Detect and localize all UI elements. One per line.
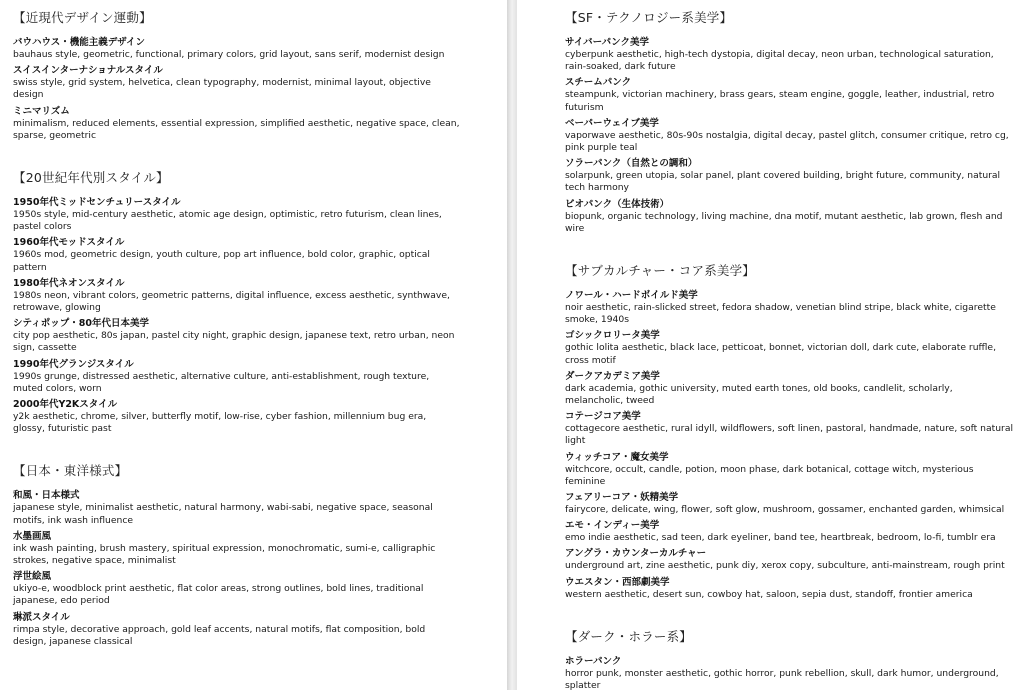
style-entry-name: ソラーパンク（自然との調和）	[565, 158, 698, 170]
section	[13, 463, 507, 648]
style-entry	[565, 117, 1024, 154]
style-entry-keywords: dark academia, gothic university, muted earth tones, old books, candlelit, scholarly, melancholic, tweed	[565, 382, 953, 407]
style-entry-keywords: 1960s mod, geometric design, youth culture, pop art influence, bold color, graphic, optical pattern	[13, 249, 430, 273]
style-entry-name: 浮世絵風	[13, 571, 52, 583]
style-entry-name: ホラーパンク	[565, 655, 622, 667]
style-entry-name: ウィッチコア・魔女美学	[565, 451, 669, 463]
section-title: 【サブカルチャー・コア系美学】	[565, 263, 756, 279]
page-gutter	[507, 0, 517, 690]
style-entry-name: 1950年代ミッドセンチュリースタイル	[13, 197, 181, 209]
style-entry-keywords: western aesthetic, desert sun, cowboy hat, saloon, sepia dust, standoff, frontier america	[565, 588, 973, 600]
style-entry	[13, 611, 507, 648]
style-entry	[13, 236, 507, 273]
style-entry-keywords: rimpa style, decorative approach, gold leaf accents, natural motifs, flat composition, bold design, japanese classical	[13, 623, 426, 647]
style-entry-name: 2000年代Y2Kスタイル	[13, 399, 118, 411]
style-entry-name: サイバーパンク美学	[565, 37, 649, 48]
style-entry-name: ベーパーウェイブ美学	[565, 117, 659, 129]
section-title: 【SF・テクノロジー系美学】	[565, 10, 733, 25]
style-entry-keywords: horror punk, monster aesthetic, gothic horror, punk rebellion, skull, dark humor, underground, splatter	[565, 667, 999, 690]
style-entry	[13, 64, 507, 101]
style-entry	[565, 519, 1024, 544]
style-entry-name: 琳派スタイル	[13, 611, 70, 623]
style-entry-keywords: 1990s grunge, distressed aesthetic, alternative culture, anti-establishment, rough texture, muted colors, worn	[13, 370, 430, 394]
section	[565, 263, 1024, 601]
style-entry-name: シティポップ・80年代日本美学	[13, 318, 149, 330]
style-entry	[565, 76, 1024, 113]
style-entry-keywords: cyberpunk aesthetic, high-tech dystopia, digital decay, neon urban, technological saturation, rain-soaked, dark future	[565, 49, 994, 73]
style-entry	[565, 576, 1024, 601]
style-entry-keywords: emo indie aesthetic, sad teen, dark eyeliner, band tee, heartbreak, bedroom, lo-fi, tumblr era	[565, 532, 996, 544]
style-entry	[565, 410, 1024, 447]
section	[565, 10, 1024, 235]
style-entry-name: 1980年代ネオンスタイル	[13, 277, 125, 289]
style-entry-keywords: minimalism, reduced elements, essential expression, simplified aesthetic, negative space, clean, sparse, geometric	[13, 117, 460, 141]
style-entry-name: スチームパンク	[565, 77, 632, 89]
style-entry-keywords: cottagecore aesthetic, rural idyll, wildflowers, soft linen, pastoral, handmade, nature, soft natural light	[565, 423, 1014, 447]
style-entry-keywords: underground art, zine aesthetic, punk diy, xerox copy, subculture, anti-mainstream, rough print	[565, 560, 1005, 572]
style-entry-keywords: biopunk, organic technology, living machine, dna motif, mutant aesthetic, lab grown, flesh and wire	[565, 210, 1003, 234]
section-title: 【ダーク・ホラー系】	[565, 628, 693, 644]
style-entry	[565, 451, 1024, 488]
style-entry-keywords: japanese style, minimalist aesthetic, natural harmony, wabi-sabi, negative space, seasonal motifs, ink wash influence	[13, 502, 433, 526]
style-entry-keywords: noir aesthetic, rain-slicked street, fedora shadow, venetian blind stripe, black white, cigarette smoke, 1940s	[565, 302, 996, 326]
style-entry	[13, 489, 507, 526]
style-entry-keywords: ukiyo-e, woodblock print aesthetic, flat color areas, strong outlines, bold lines, traditional japanese, edo period	[13, 583, 424, 607]
section	[565, 629, 1024, 690]
style-entry-name: フェアリーコア・妖精美学	[565, 492, 679, 504]
section	[13, 10, 507, 142]
style-entry-name: コテージコア美学	[565, 411, 641, 423]
style-entry-keywords: steampunk, victorian machinery, brass gears, steam engine, goggle, leather, industrial, retro futurism	[565, 89, 995, 113]
style-entry-name: バウハウス・機能主義デザイン	[13, 37, 146, 48]
style-entry-keywords: ink wash painting, brush mastery, spiritual expression, monochromatic, sumi-e, calligraphic strokes, negative space, minimalist	[13, 542, 436, 567]
style-entry-name: ミニマリズム	[13, 105, 70, 117]
style-entry	[565, 198, 1024, 235]
document-page-right	[517, 0, 1024, 690]
style-entry-name: ダークアカデミア美学	[565, 370, 660, 382]
style-entry-keywords: witchcore, occult, candle, potion, moon phase, dark botanical, cottage witch, mysterious feminine	[565, 463, 974, 487]
style-entry-name: 1990年代グランジスタイル	[13, 358, 134, 370]
style-entry-keywords: swiss style, grid system, helvetica, clean typography, modernist, minimal layout, objective design	[13, 77, 431, 101]
style-entry-keywords: y2k aesthetic, chrome, silver, butterfly motif, low-rise, cyber fashion, millennium bug era, glossy, futuristic past	[13, 411, 427, 435]
style-entry	[565, 370, 1024, 407]
style-entry-name: 1960年代モッドスタイル	[13, 237, 125, 249]
style-entry	[565, 491, 1024, 516]
style-entry	[13, 358, 507, 395]
section	[13, 170, 507, 435]
style-entry-name: 和風・日本様式	[13, 490, 80, 502]
style-entry-name: ノワール・ハードボイルド美学	[565, 290, 698, 302]
document-page-left	[0, 0, 507, 690]
style-entry	[13, 36, 507, 61]
style-entry-name: ウエスタン・西部劇美学	[565, 576, 670, 588]
style-entry	[13, 398, 507, 435]
style-entry-keywords: fairycore, delicate, wing, flower, soft glow, mushroom, gossamer, enchanted garden, whimsical	[565, 504, 1005, 516]
section-title: 【日本・東洋様式】	[13, 463, 128, 479]
style-entry-keywords: vaporwave aesthetic, 80s-90s nostalgia, digital decay, pastel glitch, consumer critique, retro cg, pink purple teal	[565, 129, 1009, 154]
style-entry-name: 水墨画風	[13, 530, 52, 542]
style-entry	[565, 157, 1024, 194]
style-entry-keywords: 1950s style, mid-century aesthetic, atomic age design, optimistic, retro futurism, clean lines, pastel colors	[13, 209, 442, 233]
style-entry	[565, 36, 1024, 73]
style-entry	[565, 329, 1024, 366]
style-entry	[565, 655, 1024, 690]
style-entry-keywords: bauhaus style, geometric, functional, primary colors, grid layout, sans serif, modernist design	[13, 49, 445, 60]
style-entry	[13, 317, 507, 354]
style-entry-name: ゴシックロリータ美学	[565, 330, 660, 342]
style-entry	[565, 547, 1024, 572]
style-entry	[13, 277, 507, 314]
style-entry-name: スイスインターナショナルスタイル	[13, 65, 163, 77]
style-entry	[13, 530, 507, 567]
style-entry-keywords: city pop aesthetic, 80s japan, pastel city night, graphic design, japanese text, retro urban, neon sign, cassette	[13, 330, 455, 354]
style-entry	[13, 570, 507, 607]
style-entry	[13, 196, 507, 233]
style-entry-keywords: solarpunk, green utopia, solar panel, plant covered building, bright future, community, natural tech harmony	[565, 170, 1001, 194]
style-entry-name: アングラ・カウンターカルチャー	[565, 548, 707, 560]
style-entry	[565, 289, 1024, 326]
style-entry-name: ビオパンク（生体技術）	[565, 198, 670, 210]
section-title: 【20世紀年代別スタイル】	[13, 170, 169, 186]
style-entry-keywords: 1980s neon, vibrant colors, geometric patterns, digital influence, excess aesthetic, synthwave, retrowave, glowing	[13, 289, 450, 314]
style-entry	[13, 105, 507, 142]
section-title: 【近現代デザイン運動】	[13, 10, 152, 25]
style-entry-keywords: gothic lolita aesthetic, black lace, petticoat, bonnet, victorian doll, dark cute, elaborate ruffle, cross motif	[565, 342, 996, 366]
style-entry-name: エモ・インディー美学	[565, 520, 660, 532]
